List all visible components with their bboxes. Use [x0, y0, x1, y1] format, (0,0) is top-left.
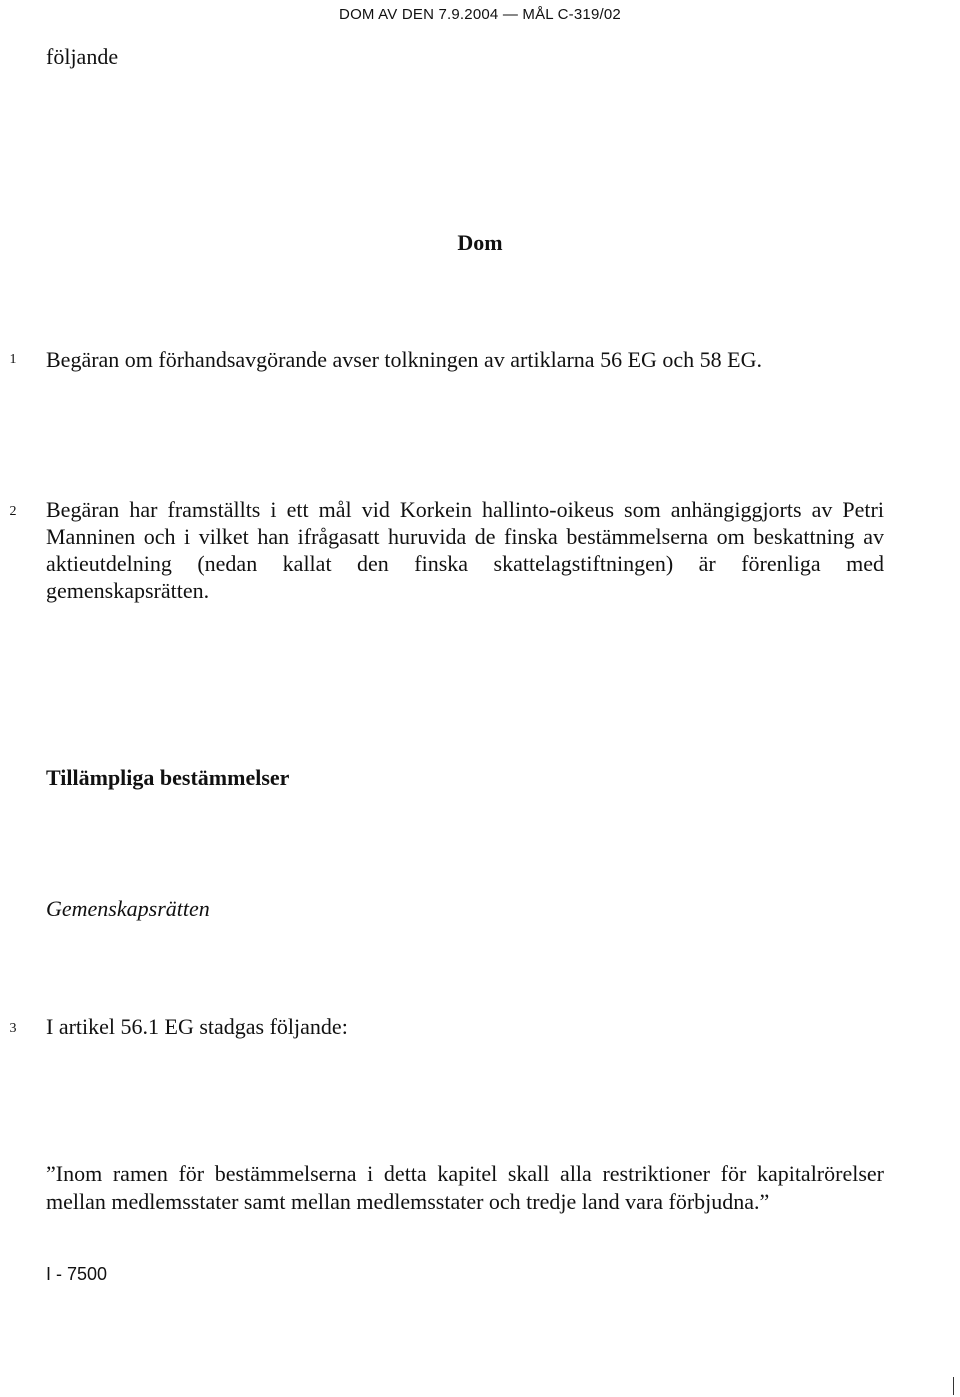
paragraph-1: Begäran om förhandsavgörande avser tolkningen av artiklarna 56 EG och 58 EG. — [46, 347, 762, 372]
intro-word: följande — [46, 44, 119, 69]
paragraph-2: Begäran har framställts i ett mål vid Korkein hallinto-oikeus som anhängiggjorts av Petri Manninen och i vilket han ifrågasatt huruvida de finska bestämmelserna om beskattning av aktieutdelning (nedan kallat den finska skattelagstiftningen) är förenliga med gemenskapsrätten. — [46, 497, 884, 603]
paragraph-number-1: 1 — [9, 352, 17, 367]
paragraph-number-3: 3 — [9, 1021, 17, 1036]
paragraph-3: I artikel 56.1 EG stadgas följande: — [46, 1014, 348, 1039]
scan-edge-mark — [953, 1377, 954, 1395]
quoted-provision: ”Inom ramen för bestämmelserna i detta kapitel skall alla restriktioner för kapitalrörelser mellan medlemsstater samt mellan medlemsstater och tredje land vara förbjudna.” — [46, 1161, 884, 1214]
paragraph-number-2: 2 — [9, 504, 17, 519]
section-heading: Tillämpliga bestämmelser — [46, 765, 290, 790]
running-header: DOM AV DEN 7.9.2004 — MÅL C-319/02 — [339, 6, 621, 23]
document-title: Dom — [457, 230, 503, 255]
page-number: I - 7500 — [46, 1264, 108, 1284]
subsection-heading: Gemenskapsrätten — [46, 896, 210, 921]
